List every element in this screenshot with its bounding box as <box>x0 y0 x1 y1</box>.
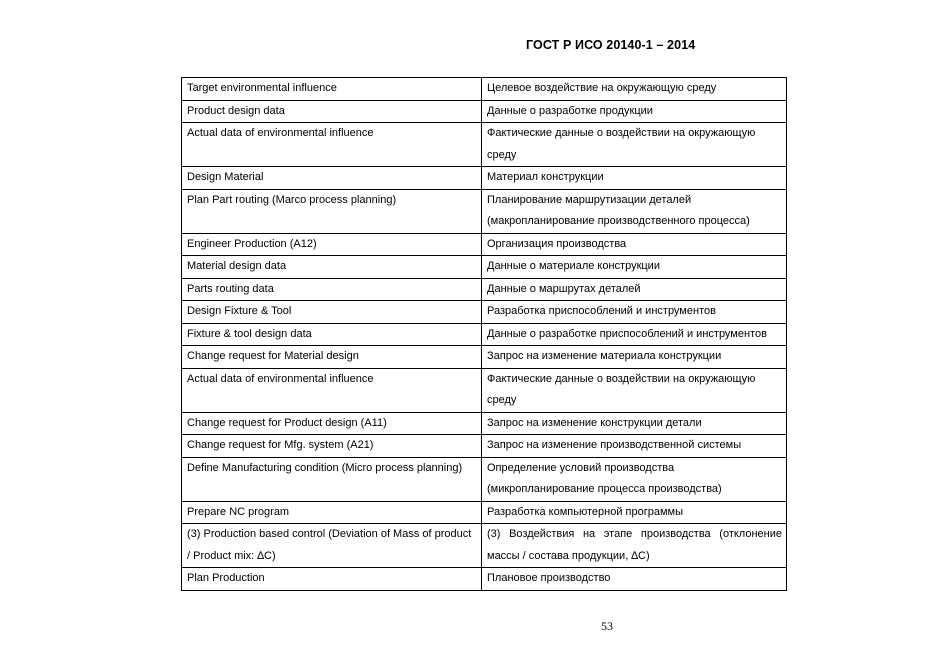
term-english: Actual data of environmental influence <box>182 368 482 412</box>
table-row <box>182 323 787 346</box>
page-number: 53 <box>601 619 613 633</box>
term-english: Parts routing data <box>182 278 482 301</box>
table-row <box>182 457 787 501</box>
term-english: Design Material <box>182 167 482 190</box>
term-english: Prepare NC program <box>182 501 482 524</box>
table-row <box>182 167 787 190</box>
term-english: Fixture & tool design data <box>182 323 482 346</box>
table-row <box>182 412 787 435</box>
table-row <box>182 501 787 524</box>
term-english: Plan Production <box>182 568 482 591</box>
term-russian: Материал конструкции <box>482 167 787 190</box>
term-russian: (3) Воздействия на этапе производства (отклонение массы / состава продукции, ∆C) <box>482 524 787 568</box>
terms-table <box>181 77 787 591</box>
term-russian: Данные о материале конструкции <box>482 256 787 279</box>
term-russian: Запрос на изменение материала конструкции <box>482 346 787 369</box>
term-english: Target environmental influence <box>182 78 482 101</box>
term-russian: Данные о маршрутах деталей <box>482 278 787 301</box>
term-russian: Фактические данные о воздействии на окружающую среду <box>482 368 787 412</box>
term-russian: Запрос на изменение производственной системы <box>482 435 787 458</box>
term-russian: Данные о разработке приспособлений и инструментов <box>482 323 787 346</box>
term-english: Product design data <box>182 100 482 123</box>
term-russian: Запрос на изменение конструкции детали <box>482 412 787 435</box>
table-row <box>182 123 787 167</box>
table-row <box>182 568 787 591</box>
table-row <box>182 278 787 301</box>
table-row <box>182 301 787 324</box>
term-english: Change request for Material design <box>182 346 482 369</box>
term-english: Engineer Production (A12) <box>182 233 482 256</box>
terms-table-body <box>182 78 787 591</box>
term-russian: Организация производства <box>482 233 787 256</box>
document-header: ГОСТ Р ИСО 20140-1 – 2014 <box>526 38 696 52</box>
table-row <box>182 256 787 279</box>
table-row <box>182 100 787 123</box>
term-russian: Фактические данные о воздействии на окружающую среду <box>482 123 787 167</box>
table-row <box>182 368 787 412</box>
term-english: Define Manufacturing condition (Micro process planning) <box>182 457 482 501</box>
term-russian: Разработка компьютерной программы <box>482 501 787 524</box>
term-english: Change request for Product design (A11) <box>182 412 482 435</box>
term-english: Plan Part routing (Marco process planning) <box>182 189 482 233</box>
table-row <box>182 435 787 458</box>
term-english: Change request for Mfg. system (A21) <box>182 435 482 458</box>
term-russian: Целевое воздействие на окружающую среду <box>482 78 787 101</box>
table-row <box>182 346 787 369</box>
term-russian: Определение условий производства (микропланирование процесса производства) <box>482 457 787 501</box>
term-english: Actual data of environmental influence <box>182 123 482 167</box>
term-english: Material design data <box>182 256 482 279</box>
table-row <box>182 233 787 256</box>
term-russian: Данные о разработке продукции <box>482 100 787 123</box>
term-english: Design Fixture & Tool <box>182 301 482 324</box>
table-row <box>182 78 787 101</box>
term-russian: Плановое производство <box>482 568 787 591</box>
term-russian: Разработка приспособлений и инструментов <box>482 301 787 324</box>
term-english: (3) Production based control (Deviation of Mass of product / Product mix: ∆C) <box>182 524 482 568</box>
table-row <box>182 524 787 568</box>
table-row <box>182 189 787 233</box>
term-russian: Планирование маршрутизации деталей (макропланирование производственного процесса) <box>482 189 787 233</box>
